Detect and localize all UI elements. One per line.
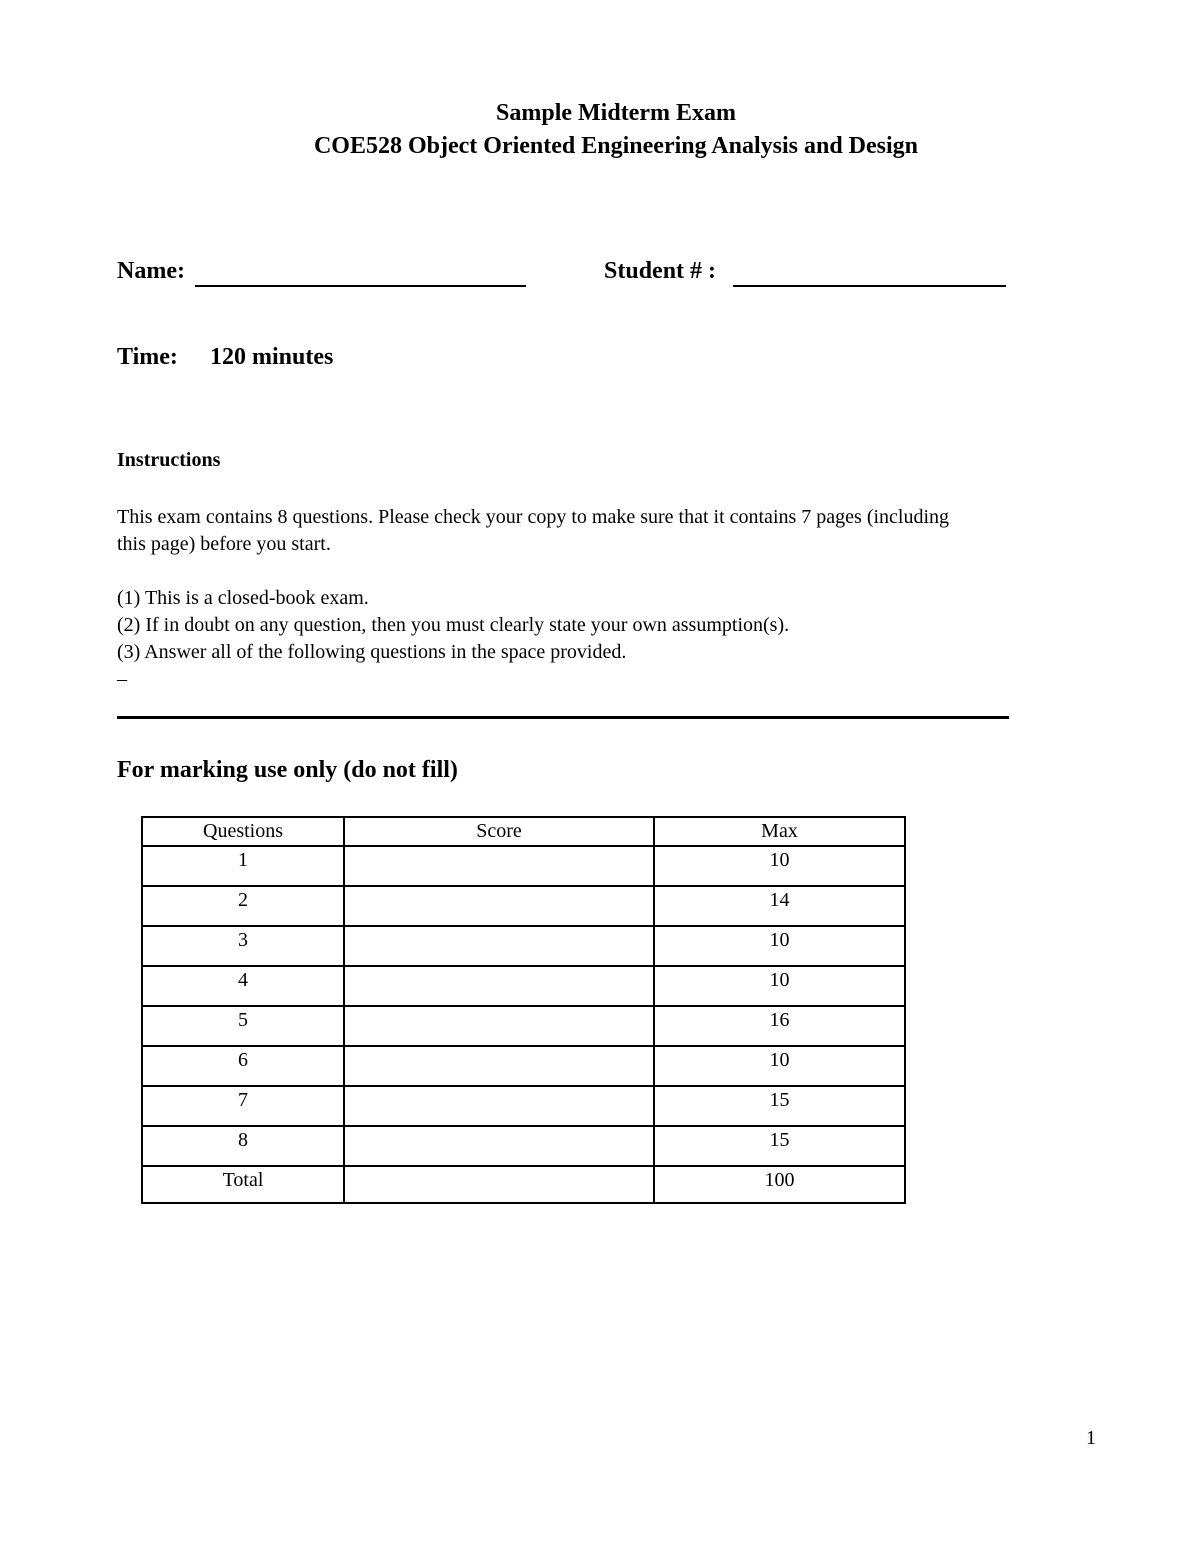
question-cell: 2 xyxy=(142,886,344,926)
max-cell: 16 xyxy=(654,1006,905,1046)
name-label: Name: xyxy=(117,258,185,284)
table-row xyxy=(142,1046,905,1086)
question-cell: 5 xyxy=(142,1006,344,1046)
score-cell xyxy=(344,846,654,886)
question-cell: 6 xyxy=(142,1046,344,1086)
instructions-paragraph xyxy=(117,504,949,558)
student-number-field-line xyxy=(733,285,1006,287)
score-cell xyxy=(344,1046,654,1086)
course-title: COE528 Object Oriented Engineering Analysis and Design xyxy=(313,133,919,159)
page-number: 1 xyxy=(1086,1427,1096,1449)
table-row xyxy=(142,1086,905,1126)
max-cell: 10 xyxy=(654,846,905,886)
max-cell: 10 xyxy=(654,926,905,966)
question-cell: 7 xyxy=(142,1086,344,1126)
column-header-questions: Questions xyxy=(142,817,344,846)
name-field-line xyxy=(195,285,526,287)
question-cell: 4 xyxy=(142,966,344,1006)
exam-title: Sample Midterm Exam xyxy=(496,100,736,126)
score-cell xyxy=(344,1006,654,1046)
marking-table xyxy=(141,816,906,1204)
total-max-cell: 100 xyxy=(654,1166,905,1203)
max-cell: 10 xyxy=(654,1046,905,1086)
table-row xyxy=(142,966,905,1006)
time-value: 120 minutes xyxy=(210,344,334,370)
time-label: Time: xyxy=(117,344,178,370)
instruction-item-3: (3) Answer all of the following questions in the space provided. xyxy=(117,641,627,663)
marking-heading: For marking use only (do not fill) xyxy=(117,757,458,783)
score-cell xyxy=(344,966,654,1006)
table-row xyxy=(142,926,905,966)
instructions-heading: Instructions xyxy=(117,449,221,471)
score-cell xyxy=(344,1086,654,1126)
question-cell: 3 xyxy=(142,926,344,966)
column-header-max: Max xyxy=(654,817,905,846)
instruction-trailing-mark: – xyxy=(117,668,127,690)
table-row xyxy=(142,846,905,886)
student-number-label: Student # : xyxy=(604,258,717,284)
total-score-cell xyxy=(344,1166,654,1203)
max-cell: 15 xyxy=(654,1126,905,1166)
column-header-score: Score xyxy=(344,817,654,846)
score-cell xyxy=(344,926,654,966)
question-cell: 8 xyxy=(142,1126,344,1166)
section-divider xyxy=(117,716,1009,719)
instructions-paragraph-line-2: this page) before you start. xyxy=(117,533,331,555)
max-cell: 10 xyxy=(654,966,905,1006)
table-row xyxy=(142,1006,905,1046)
score-cell xyxy=(344,1126,654,1166)
total-label-cell: Total xyxy=(142,1166,344,1203)
instructions-list xyxy=(117,585,789,693)
table-header-row xyxy=(142,817,905,846)
table-row xyxy=(142,1126,905,1166)
table-row xyxy=(142,886,905,926)
instructions-paragraph-line-1: This exam contains 8 questions. Please check your copy to make sure that it contains 7 pages (including xyxy=(117,506,950,528)
question-cell: 1 xyxy=(142,846,344,886)
table-total-row xyxy=(142,1166,905,1203)
max-cell: 15 xyxy=(654,1086,905,1126)
instruction-item-2: (2) If in doubt on any question, then you must clearly state your own assumption(s). xyxy=(117,614,790,636)
instruction-item-1: (1) This is a closed-book exam. xyxy=(117,587,369,609)
max-cell: 14 xyxy=(654,886,905,926)
score-cell xyxy=(344,886,654,926)
